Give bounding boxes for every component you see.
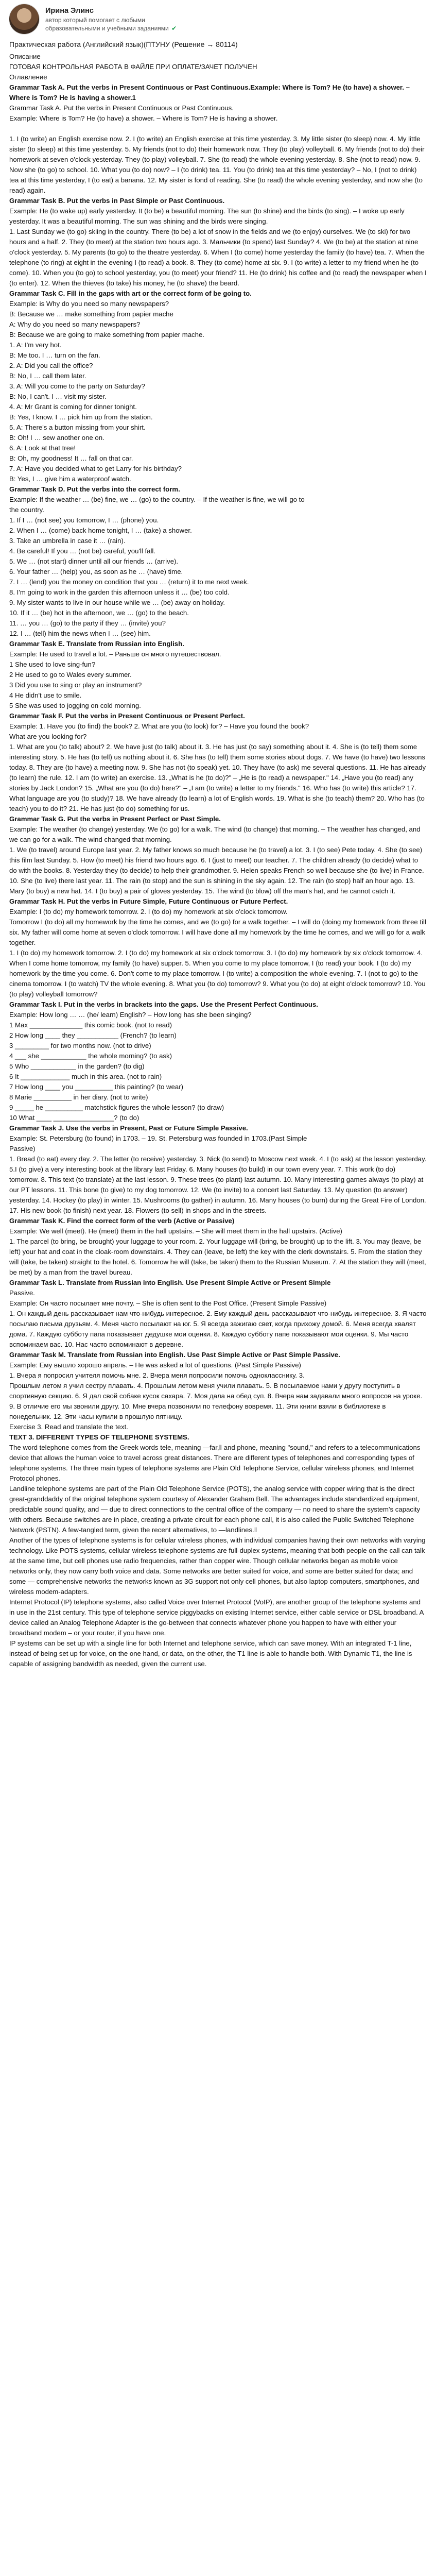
text-line: 2 How long ____ they ___________ (French? (to learn) xyxy=(9,1031,177,1039)
text-line: B: Oh, my goodness! It … fall on that car. xyxy=(9,454,133,462)
document-title: Практическая работа (Английский язык)(ПТУНУ (Решение → 80114) xyxy=(9,40,238,48)
verified-check-icon: ✔ xyxy=(171,25,177,32)
author-name[interactable]: Ирина Элинс xyxy=(45,7,94,15)
section-heading: Grammar Task F. Put the verbs in Present Continuous or Present Perfect. xyxy=(9,712,245,720)
text-line: 6. A: Look at that tree! xyxy=(9,444,76,452)
text-line: 2. A: Did you call the office? xyxy=(9,362,93,369)
text-line: 2. When I … (come) back home tonight, I … (take) a shower. xyxy=(9,527,192,534)
text-line: 3 Did you use to sing or play an instrument? xyxy=(9,681,142,689)
text-line: Example: He used to travel a lot. – Раньше он много путешествовал. xyxy=(9,650,221,658)
text-line: 2 He used to go to Wales every summer. xyxy=(9,671,132,679)
text-line: 1. Last Sunday we (to go) skiing in the country. There (to be) a lot of snow in the fields and we (to enjoy) ourselves. We (to ski) for two hours and a half. 2. They (to meet) at the station two hours ago. 3. Мальчики (to spend) last Sunday? 4. We (to be) at the station at nine o'clock yesterday. 5. My parents (to go) to the theatre yesterday. 6. When I (to come) home yesterday the family (to have) tea. 7. When the telephone (to ring) at eight in the evening I (to read) a book. 8. They (to come) home at six. 9. I (to write) a letter to my friend when he (to come). 10. When you (to go) to school yesterday, you (to meet) your friend? 11. He (to drink) his coffee and (to read) the newspaper when I (to enter). 12. When the thieves (to take) his money, he (to shave) the beard. xyxy=(9,228,427,287)
text-line: B: No, I can't. I … visit my sister. xyxy=(9,393,107,400)
section-heading: TEXT 3. DIFFERENT TYPES OF TELEPHONE SYSTEMS. xyxy=(9,1433,189,1441)
section-heading: Grammar Task E. Translate from Russian into English. xyxy=(9,640,184,648)
text-line: 8. I'm going to work in the garden this afternoon unless it … (be) too cold. xyxy=(9,588,230,596)
text-line: Internet Protocol (IP) telephone systems, also called Voice over Internet Protocol (VoIP), are another group of the telephone systems and in use in the 21st century. This type of telephone service piggybacks on existing Internet service, either cable service or DSL broadband. A device called an Analog Telephone Adapter is the go-between that connects whatever phone you happen to have with either your broadband modem – or your router, if you have one. xyxy=(9,1598,424,1637)
text-line: 4 He didn't use to smile. xyxy=(9,691,82,699)
section-heading: Grammar Task I. Put in the verbs in brackets into the gaps. Use the Present Perfect Continuous. xyxy=(9,1001,318,1008)
author-description-text: автор который помогает с любыми образовательными и учебными заданиями xyxy=(45,16,169,32)
author-description xyxy=(45,16,200,32)
text-line: Example: The weather (to change) yesterday. We (to go) for a walk. The wind (to change) that morning. – The weather has changed, and we can go for a walk. The wind changed that morning. xyxy=(9,825,421,843)
section-heading: Grammar Task B. Put the verbs in Past Simple or Past Continuous. xyxy=(9,197,225,205)
document-lines xyxy=(9,52,427,1669)
text-line: 11. … you … (go) to the party if they … (invite) you? xyxy=(9,619,166,627)
text-line: B: Because we … make something from papier mache xyxy=(9,310,173,318)
text-line: 1 Max ______________ this comic book. (not to read) xyxy=(9,1021,172,1029)
text-line: Example: Он часто посылает мне почту. – She is often sent to the Post Office. (Present Simple Passive) xyxy=(9,1299,327,1307)
section-heading: Grammar Task A. Put the verbs in Present Continuous or Past Continuous.Example: Where is Tom? He (to have) a shower. – Where is Tom? He is having a shower.1 xyxy=(9,83,410,101)
text-line: 3. A: Will you come to the party on Saturday? xyxy=(9,382,145,390)
text-line: Another of the types of telephone systems is for cellular wireless phones, with individual companies having their own networks with varying technology. Like POTS systems, cellular wireless telephone systems are full-duplex systems, meaning that both people on the call can talk at the same time, but cell phones use radio frequencies, rather than copper wire. Though cellular networks began as mobile voice networks only, they now carry both voice and data. Some networks are better suited for voice, and some are better suited for data; and some — comprehensive networks the networks known as 3G support not only cell phones, but also laptop computers, smartphones, and wireless modem-adapters. xyxy=(9,1536,426,1596)
text-line: 3. Take an umbrella in case it … (rain). xyxy=(9,537,126,545)
text-line: A: Why do you need so many newspapers? xyxy=(9,320,141,328)
text-line: IP systems can be set up with a single line for both Internet and telephone service, which can save money. With an integrated T-1 line, instead of being set up for voice, on the one hand, or data, on the other, the T1 line is able to handle both. With Dynamic T1, the line is capable of assigning bandwidth as needed, given the current use. xyxy=(9,1639,412,1668)
text-line: 1. Bread (to eat) every day. 2. The letter (to receive) yesterday. 3. Nick (to send) to Moscow next week. 4. I (to ask) at the lesson yesterday. 5.I (to give) a very interesting book at the library last Friday. 6. Many houses (to build) in our town every year. 7. This work (to do) tomorrow. 8. This text (to translate) at the last lesson. 9. These trees (to plant) last autumn. 10. Many interesting games always (to play) at our PT lessons. 11. This bone (to give) to my dog tomorrow. 12. We (to invite) to a concert last Saturday. 13. My question (to answer) yesterday. 14. Hockey (to play) in winter. 15. Mushrooms (to gather) in autumn. 16. Many houses (to burn) during the Great Fire of London. 17. His new book (to finish) next year. 18. Flowers (to sell) in shops and in the streets. xyxy=(9,1155,427,1214)
text-line: 7 How long ____ you __________ this painting? (to wear) xyxy=(9,1083,183,1091)
text-line xyxy=(9,124,427,134)
text-line: 6 It _____________ much in this area. (not to rain) xyxy=(9,1073,162,1080)
text-line: Exercise 3. Read and translate the text. xyxy=(9,1423,128,1431)
text-line: 1. A: I'm very hot. xyxy=(9,341,62,349)
text-line: 5 Who ____________ in the garden? (to dig) xyxy=(9,1062,145,1070)
text-line: B: Because we are going to make something from papier mache. xyxy=(9,331,204,338)
text-line: 9 _____ he __________ matchstick figures the whole lesson? (to draw) xyxy=(9,1104,224,1111)
text-line: Landline telephone systems are part of the Plain Old Telephone Service (POTS), the analog service with copper wiring that is the direct great-granddaddy of the original telephone system courtesy of Alexander Graham Bell. The advantages include standardized equipment, predictable sound quality, and — due to direct connections to the central office of the company — no need to share the system's capacity with others. Because switches are in place, creating a private circuit for each phone call, it is also called the Public Switched Telephone Network (PSTN). A few-tangled term, given the recent alternatives, to —landlines.‖ xyxy=(9,1485,421,1534)
text-line: 1. We (to travel) around Europe last year. 2. My father knows so much because he (to travel) a lot. 3. I (to see) Pete today. 4. She (to see) this film last Sunday. 5. How (to meet) his friend two hours ago. 6. I (just to meet) our teacher. 7. The children already (to decide) what to do with the books. 8. Yesterday they (to decide) to help their grandmother. 9. Helen speaks French so well because she (to live) in France. 10. She (to live) there last year. 11. The rain (to stop) and the sun is shining in the sky again. 12. The rain (to stop) half an hour ago. 13. Mary (to buy) a new hat. 14. I (to buy) a pair of gloves yesterday. 15. The wind (to blow) off the man's hat, and he cannot catch it. xyxy=(9,846,424,895)
text-line: 5. A: There's a button missing from your shirt. xyxy=(9,423,146,431)
text-line: B: Oh! I … sew another one on. xyxy=(9,434,104,442)
text-line: 4 ___ she ____________ the whole morning? (to ask) xyxy=(9,1052,172,1060)
text-line: 1. The parcel (to bring, be brought) your luggage to your room. 2. Your luggage will (bring, be brought) up to the lift. 3. You may (leave, be left) your hat and coat in the cloak-room downstairs. 4. They can (leave, be left) the key with the clerk downstairs. 5. From the station they will (take, be taken) straight to the hotel. 6. Tomorrow he will (take, be taken) them to the Russian Museum. 7. At the station they will (meet, be met) by a man from the travel bureau. xyxy=(9,1238,426,1276)
text-line: Example: St. Petersburg (to found) in 1703. – 19. St. Petersburg was founded in 1703.(Past Simple xyxy=(9,1134,307,1142)
text-line: Example: If the weather … (be) fine, we … (go) to the country. – If the weather is fine, we will go to xyxy=(9,496,305,503)
text-line: Прошлым летом я учил сестру плавать. 4. Прошлым летом меня учили плавать. 5. В посылаемое нами у другу поступить в спортивную секцию. 6. Я дал свой собаке кусок сахара. 7. Моя дала на обед суп. 8. Вчера нам задавали много вопросов на уроке. 9. В отличие его мы звонили другу. 10. Мне вчера позвонили по телефону вовремя. 11. Эти книги взяли в библиотеке в понедельник. 12. Эти часы купили в прошлую пятницу. xyxy=(9,1382,423,1420)
text-line: B: Yes, I … give him a waterproof watch. xyxy=(9,475,131,483)
section-heading: Grammar Task D. Put the verbs into the correct form. xyxy=(9,485,180,493)
text-line: 9. My sister wants to live in our house while we … (be) away on holiday. xyxy=(9,599,225,606)
author-meta xyxy=(45,4,200,32)
section-heading: Grammar Task C. Fill in the gaps with art or the correct form of be going to. xyxy=(9,290,252,297)
section-heading: Grammar Task K. Find the correct form of the verb (Active or Passive) xyxy=(9,1217,235,1225)
author-avatar[interactable] xyxy=(9,4,39,34)
text-line: Example: We well (meet). He (meet) them in the hall upstairs. – She will meet them in the hall upstairs. (Active) xyxy=(9,1227,342,1235)
text-line: The word telephone comes from the Greek words tele, meaning —far,‖ and phone, meaning "sound," and refers to a telecommunications device that allows the human voice to travel across great distances. There are different types of telephones and corresponding types of telephone systems. The three main types of telephone systems are Plain Old Telephone Service, cellular wireless phones, and Internet Protocol phones. xyxy=(9,1444,421,1482)
section-heading: Grammar Task L. Translate from Russian into English. Use Present Simple Active or Present Simple xyxy=(9,1279,331,1286)
text-line: 1. Вчера я попросил учителя помочь мне. 2. Вчера меня попросили помочь однокласснику. 3. xyxy=(9,1371,305,1379)
text-line: Example: I (to do) my homework tomorrow. 2. I (to do) my homework at six o'clock tomorrow. xyxy=(9,908,288,916)
text-line: 5. We … (not start) dinner until all our friends … (arrive). xyxy=(9,557,179,565)
text-line: Example: He (to wake up) early yesterday. It (to be) a beautiful morning. The sun (to shine) and the birds (to sing). – I woke up early yesterday. It was a beautiful morning. The sun was shining and the birds were singing. xyxy=(9,207,405,225)
text-line: 12. I … (tell) him the news when I … (see) him. xyxy=(9,630,151,637)
section-heading: Grammar Task M. Translate from Russian into English. Use Past Simple Active or Past Simple Passive. xyxy=(9,1351,340,1359)
section-heading: Grammar Task H. Put the verbs in Future Simple, Future Continuous or Future Perfect. xyxy=(9,897,288,905)
text-line: 1. I (to do) my homework tomorrow. 2. I (to do) my homework at six o'clock tomorrow. 3. I (to do) my homework by six o'clock tomorrow. 4. When I come home tomorrow, my family (to have) supper. 5. When you come to my place tomorrow, I (to read) your book. I (to do) my homework by the time you come. 6. Don't come to my place tomorrow. I (to write) a composition the whole evening. 7. I (not to go) to the cinema tomorrow. I (to watch) TV the whole evening. 8. What you (to do) tomorrow? 9. What you (to do) at eight o'clock tomorrow? 10. You (to play) volleyball tomorrow? xyxy=(9,949,426,998)
text-line: Example: How long … … (he/ learn) English? – How long has she been singing? xyxy=(9,1011,252,1019)
text-line: 1. I (to write) an English exercise now. 2. I (to write) an English exercise at this time yesterday. 3. My little sister (to sleep) now. 4. My little sister (to sleep) at this time yesterday. 5. My friends (not to do) their homework now. They (to play) volleyball. 6. My friends (not to do) their homework at seven o'clock yesterday. They (to play) volleyball. 7. She (to read) the whole evening yesterday. 8. She (not to read) now. 9. Now she (to go) to school. 10. What you (to do) now? – I (to drink) tea. 11. You (to drink) tea at this time yesterday? – No, I (not to drink) tea at this time yesterday, I (to eat) a banana. 12. My sister is fond of reading. She (to read) the whole evening yesterday, and now she (to read) again. xyxy=(9,135,425,194)
text-line: 5 She was used to jogging on cold morning. xyxy=(9,702,141,709)
text-line: 7. A: Have you decided what to get Larry for his birthday? xyxy=(9,465,182,472)
text-line: 1. Он каждый день рассказывает нам что-нибудь интересное. 2. Ему каждый день рассказывают что-нибудь интересное. 3. Я часто посылаю письма друзьям. 4. Меня часто посылают на юг. 5. Я всегда зажигаю свет, когда прихожу домой. 6. Меня всегда хвалят дома. 7. Каждую субботу папа показывает дедушке мои оценки. 8. Каждую субботу папе показывают мои оценки. 9. Мы часто вспоминаем вас. 10. Нас часто вспоминают в деревне. xyxy=(9,1310,427,1348)
text-line: 8 Marie __________ in her diary. (not to write) xyxy=(9,1093,148,1101)
text-line: Passive. xyxy=(9,1289,35,1297)
text-line: 1 She used to love sing-fun? xyxy=(9,660,96,668)
text-line: Example: Ему вышло хорошо апрель. – Не was asked a lot of questions. (Past Simple Passive) xyxy=(9,1361,301,1369)
text-line: 4. A: Mr Grant is coming for dinner tonight. xyxy=(9,403,137,411)
document-body xyxy=(9,39,427,1669)
text-line: Grammar Task A. Put the verbs in Present Continuous or Past Continuous. xyxy=(9,104,234,112)
text-line: B: No, I … call them later. xyxy=(9,372,86,380)
text-line: Tomorrow I (to do) all my homework by the time he comes, and we (to go) for a walk together. – I will do (doing my homework from three till six. My father will come home at seven o'clock tomorrow. I will have done all my homework by the time he comes, and we will go for a walk together. xyxy=(9,918,426,946)
section-heading: Grammar Task J. Use the verbs in Present, Past or Future Simple Passive. xyxy=(9,1124,248,1132)
text-line: 4. Be careful! If you … (not be) careful, you'll fall. xyxy=(9,547,155,555)
text-line: the country. xyxy=(9,506,44,514)
text-line: Example: is Why do you need so many newspapers? xyxy=(9,300,169,308)
text-line: Passive) xyxy=(9,1145,36,1153)
section-heading: Grammar Task G. Put the verbs in Present Perfect or Past Simple. xyxy=(9,815,221,823)
text-line: Example: Where is Tom? He (to have) a shower. – Where is Tom? He is having a shower. xyxy=(9,114,278,122)
text-line: 6. Your father … (help) you, as soon as he … (have) time. xyxy=(9,568,183,575)
text-line: 3 _________ for two months now. (not to drive) xyxy=(9,1042,151,1049)
text-line: 10. If it … (be) hot in the afternoon, we … (go) to the beach. xyxy=(9,609,189,617)
text-line: 1. What are you (to talk) about? 2. We have just (to talk) about it. 3. He has just (to say) something about it. 4. She is (to tell) them some interesting story. 5. He has (to tell) us nothing about it. 6. She has (to tell) them some stories about dogs. 7. We have (to have) two lessons today. 8. They are (to have) a meeting now. 9. She has not (to speak) yet. 10. They have (to ask) me several questions. 11. He has already (to learn) the rule. 12. I am (to write) an exercise. 13. „What is he (to do)?" – „He is (to read) a newspaper." 14. „Have you (to read) any stories by Jack London? 15. „What are you (to do) here?" – „I am (to write) a letter to my friends." 16. Who has (to write) this article? 17. What language are you (to study)? 18. We have already (to learn) a lot of English words. 19. What is she (to teach) them? 20. Who has (to teach) you to do it? 21. He has just (to do) something for us. xyxy=(9,743,426,812)
text-line: 1. If I … (not see) you tomorrow, I … (phone) you. xyxy=(9,516,159,524)
text-line: Оглавление xyxy=(9,73,47,81)
text-line: ГОТОВАЯ КОНТРОЛЬНАЯ РАБОТА В ФАЙЛЕ ПРИ ОПЛАТЕ/ЗАЧЕТ ПОЛУЧЕН xyxy=(9,63,257,71)
author-header xyxy=(9,4,427,34)
text-line: 7. I … (lend) you the money on condition that you … (return) it to me next week. xyxy=(9,578,249,586)
text-line: 10 What ____ ________________? (to do) xyxy=(9,1114,139,1122)
text-line: Example: 1. Have you (to find) the book? 2. What are you (to look) for? – Have you found the book? xyxy=(9,722,309,730)
text-line: B: Me too. I … turn on the fan. xyxy=(9,351,100,359)
text-line: B: Yes, I know. I … pick him up from the station. xyxy=(9,413,153,421)
text-line: Описание xyxy=(9,53,41,60)
text-line: What are you looking for? xyxy=(9,733,87,740)
